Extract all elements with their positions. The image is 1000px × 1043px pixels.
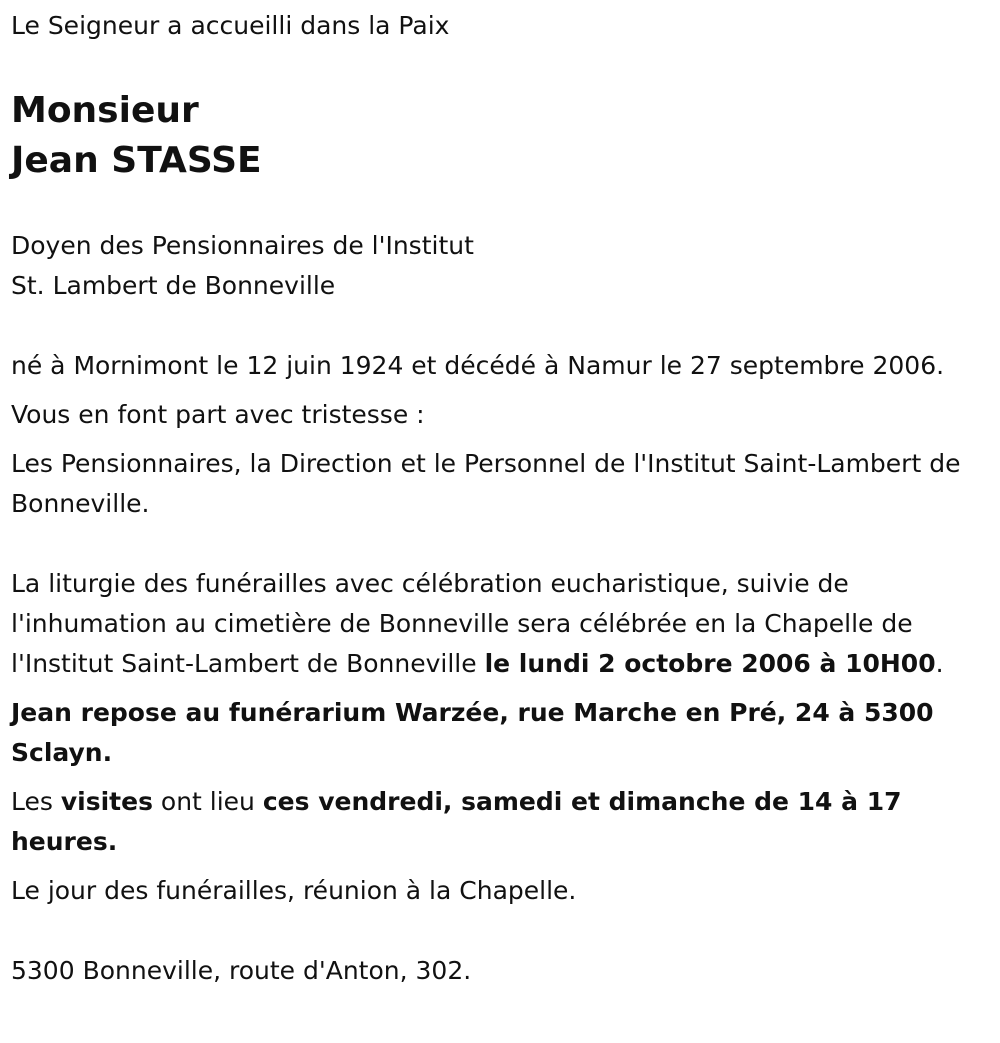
visits-when: ces vendredi, samedi et dimanche de 14 à 17 heures. bbox=[11, 787, 902, 856]
full-name: Jean STASSE bbox=[11, 140, 262, 181]
liturgy-date: le lundi 2 octobre 2006 à 10H00 bbox=[484, 649, 936, 678]
title-line-2: St. Lambert de Bonneville bbox=[11, 271, 336, 300]
visits-bold: visites bbox=[60, 787, 153, 816]
funerarium-line bbox=[11, 693, 991, 773]
family-line: Les Pensionnaires, la Direction et le Personnel de l'Institut Saint-Lambert de Bonneville. bbox=[11, 449, 961, 518]
liturgy-text: La liturgie des funérailles avec célébration eucharistique, suivie de l'inhumation au cimetière de Bonneville sera célébrée en la Chapelle de l'Institut Saint-Lambert de Bonneville bbox=[11, 569, 913, 678]
birth-death-dates: né à Mornimont le 12 juin 1924 et décédé à Namur le 27 septembre 2006. bbox=[11, 351, 945, 380]
deceased-name bbox=[11, 86, 991, 186]
honorific: Monsieur bbox=[11, 90, 199, 131]
funeral-day-line: Le jour des funérailles, réunion à la Chapelle. bbox=[11, 876, 577, 905]
liturgy-paragraph bbox=[11, 564, 991, 684]
visits-mid: ont lieu bbox=[152, 787, 263, 816]
title-line-1: Doyen des Pensionnaires de l'Institut bbox=[11, 231, 474, 260]
visits-prefix: Les bbox=[11, 787, 61, 816]
deceased-title bbox=[11, 226, 991, 306]
announcement-line: Vous en font part avec tristesse : bbox=[11, 400, 425, 429]
visits-line bbox=[11, 782, 991, 862]
obituary-notice bbox=[11, 0, 991, 991]
intro-line: Le Seigneur a accueilli dans la Paix bbox=[11, 11, 450, 40]
liturgy-end: . bbox=[935, 649, 944, 678]
funerarium-text: Jean repose au funérarium Warzée, rue Marche en Pré, 24 à 5300 Sclayn. bbox=[11, 698, 934, 767]
address-line: 5300 Bonneville, route d'Anton, 302. bbox=[11, 956, 472, 985]
